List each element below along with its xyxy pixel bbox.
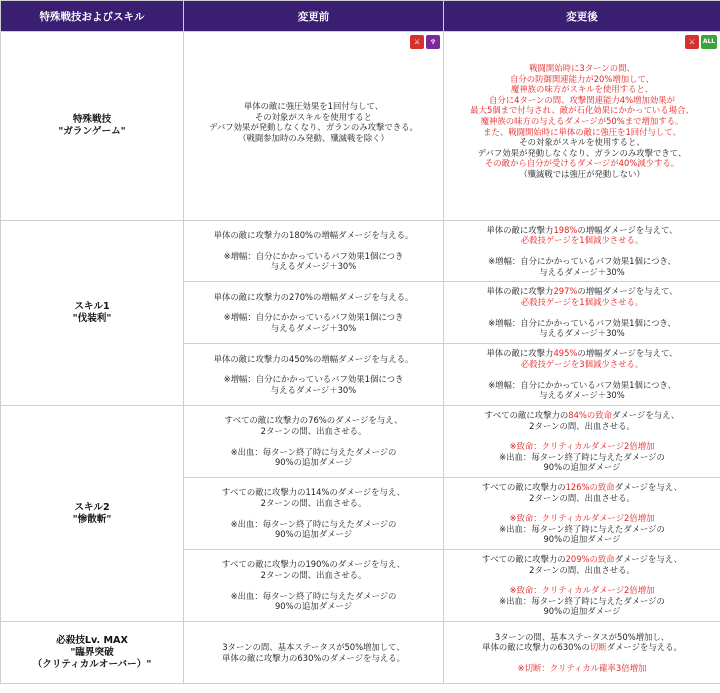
skill1-note: ※増幅：自分にかかっているバフ効果1個につき [223,374,404,385]
ultimate-after-cell [444,622,720,684]
skill2-bleed-note: ※出血：毎ターン終了時に与えたダメージの [230,446,397,457]
skill2-crit-note: ※致命：クリティカルダメージ2倍増加 [509,513,655,524]
skill2-bleed-note: ※出血：毎ターン終了時に与えたダメージの [499,523,665,534]
skill2-after-text: すべての敵に攻撃力の84%の致命ダメージを与え、 [484,410,680,421]
skill2-after-text: すべての敵に攻撃力の209%の致命ダメージを与え、 [481,554,682,565]
skill2-bleed-note: ※出血：毎ターン終了時に与えたダメージの [499,595,665,606]
all-icon: ALL [701,35,717,49]
sword-icon: ⚔ [685,35,699,49]
skill1-before-cell [184,221,444,282]
skill1-note: 与えるダメージ＋30% [539,266,625,277]
skill2-name-cell [1,406,184,622]
special-name-label: 特殊戦技 [72,114,112,125]
ultimate-name-label: 必殺技Lv. MAX [56,634,128,646]
special-after-line: 最大5個まで付与され、敵が石化効果にかかっている場合、 [470,105,694,116]
skill2-before-text: 2ターンの間、出血させる。 [260,569,367,580]
skill2-bleed-note: ※出血：毎ターン終了時に与えたダメージの [230,518,397,529]
skill2-bleed-note: 90%の追加ダメージ [274,601,353,612]
special-after-line: 魔神族の味方がスキルを使用すると、 [510,84,654,95]
skill2-bleed-note: 90%の追加ダメージ [543,606,621,617]
skill1-name-label: スキル1 [74,301,110,312]
skill1-note: 与えるダメージ＋30% [270,384,357,395]
skill2-after-cell [444,550,720,622]
skill2-bleed-note: 90%の追加ダメージ [543,462,621,473]
special-after-line: 魔神族の味方の与えるダメージが50%まで増加する。 [480,115,684,126]
special-before-cell [184,32,444,221]
header-before: 変更前 [184,1,444,32]
special-after-line: その敵から自分が受けるダメージが40%減少する。 [484,158,680,169]
skill1-note: 与えるダメージ＋30% [270,261,357,272]
skill1-before-text: 単体の敵に攻撃力の450%の増幅ダメージを与える。 [213,353,414,364]
special-after-line: 自分の防御関連能力が20%増加して、 [509,73,655,84]
table-row [1,221,720,282]
special-before-line: デバフ効果が発動しなくなり、ガランのみ攻撃できる。 [209,122,418,133]
special-before-line: （戦闘参加時のみ発動、殲滅戦を除く） [238,132,389,143]
skill1-note: ※増幅：自分にかかっているバフ効果1個につき [223,250,404,261]
ultimate-name-subtitle: （クリティカルオーバー）" [32,658,152,670]
skill1-before-cell [184,344,444,406]
skill1-name-cell [1,221,184,406]
skill1-after-text: 単体の敵に攻撃力198%の増幅ダメージを与えて、 [486,224,678,235]
ultimate-name-title: "臨界突破 [70,646,114,658]
skill1-name-title: "伐装利" [72,313,112,324]
skill2-name-title: "惨散斬" [72,513,112,525]
skill1-note: ※増幅：自分にかかっているバフ効果1個につき、 [488,317,676,328]
skill2-bleed-note: 90%の追加ダメージ [274,529,353,540]
skill1-note: 与えるダメージ＋30% [539,328,625,339]
skill2-before-cell [184,406,444,478]
ultimate-before-text: 3ターンの間、基本ステータスが50%増加して、 [222,641,405,652]
table-row [1,622,720,684]
skill2-before-text: すべての敵に攻撃力の114%のダメージを与え、 [221,487,406,498]
skill1-before-cell [184,282,444,344]
skill2-name-label: スキル2 [74,501,110,513]
special-after-note: （殲滅戦では強圧が発動しない） [519,168,645,179]
table-row [1,32,720,221]
skill2-before-text: すべての敵に攻撃力の76%のダメージを与え、 [224,415,403,426]
special-before-line: その対象がスキルを使用すると [254,111,373,122]
ultimate-cut-note: ※切断：クリティカル確率3倍増加 [517,662,647,673]
demon-icon: ♆ [426,35,440,49]
skill2-before-cell [184,550,444,622]
skill1-after-gauge: 必殺技ゲージを1個減少させる。 [520,296,644,307]
skill1-after-text: 単体の敵に攻撃力297%の増幅ダメージを与えて、 [486,286,678,297]
skill2-bleed-note: ※出血：毎ターン終了時に与えたダメージの [499,451,665,462]
skill1-after-gauge: 必殺技ゲージを3個減少させる。 [520,358,644,369]
skill1-note: 与えるダメージ＋30% [539,390,625,401]
skill1-before-text: 単体の敵に攻撃力の270%の増幅ダメージを与える。 [213,291,414,302]
skill1-after-cell [444,344,720,406]
skill1-after-text: 単体の敵に攻撃力495%の増幅ダメージを与えて、 [486,348,678,359]
skill2-before-text: 2ターンの間、出血させる。 [260,425,367,436]
table-header-row [1,1,720,32]
skill1-after-gauge: 必殺技ゲージを1個減少させる。 [520,235,644,246]
skill2-before-text: すべての敵に攻撃力の190%のダメージを与え、 [221,559,406,570]
ultimate-before-text: 単体の敵に攻撃力の630%のダメージを与える。 [222,652,405,663]
special-before-line: 単体の敵に強圧効果を1回付与して、 [243,101,384,111]
header-after: 変更後 [444,1,720,32]
skill2-after-cell [444,478,720,550]
skill2-bleed-note: ※出血：毎ターン終了時に与えたダメージの [230,590,397,601]
special-name-title: "ガランゲーム" [58,126,126,137]
before-icons [187,32,440,53]
skill1-note: ※増幅：自分にかかっているバフ効果1個につき、 [488,379,676,390]
skill1-before-text: 単体の敵に攻撃力の180%の増幅ダメージを与える。 [213,230,414,241]
skill1-note: ※増幅：自分にかかっているバフ効果1個につき [223,312,404,323]
skill1-after-cell [444,282,720,344]
skill2-before-text: 2ターンの間、出血させる。 [260,497,367,508]
ultimate-before-cell [184,622,444,684]
skill1-after-cell [444,221,720,282]
skill2-after-text: 2ターンの間、出血させる。 [529,492,635,503]
skill2-crit-note: ※致命：クリティカルダメージ2倍増加 [509,441,655,452]
skill2-after-text: すべての敵に攻撃力の126%の致命ダメージを与え、 [481,482,682,493]
special-after-line: デバフ効果が発動しなくなり、ガランのみ攻撃できて、 [477,147,687,158]
special-after-line: 戦闘開始時に3ターンの間、 [529,63,635,73]
skill2-crit-note: ※致命：クリティカルダメージ2倍増加 [509,585,655,596]
skill2-after-text: 2ターンの間、出血させる。 [529,420,635,431]
skill2-bleed-note: 90%の追加ダメージ [274,457,353,468]
sword-icon: ⚔ [410,35,424,49]
special-after-line: その対象がスキルを使用すると、 [519,137,645,148]
skill2-after-cell [444,406,720,478]
special-after-cell [444,32,720,221]
skill1-note: 与えるダメージ＋30% [270,322,357,333]
skill2-after-text: 2ターンの間、出血させる。 [529,564,635,575]
after-icons [447,32,717,53]
table-row [1,406,720,478]
special-after-line: また、戦闘開始時に単体の敵に強圧を1回付与して、 [483,126,681,137]
ultimate-after-text: 3ターンの間、基本ステータスが50%増加し、 [494,631,670,642]
ultimate-name-cell [1,622,184,684]
skill1-note: ※増幅：自分にかかっているバフ効果1個につき、 [488,256,676,266]
special-after-line: 自分に4ターンの間、攻撃関連能力4%増加効果が [489,94,675,105]
header-skill: 特殊戦技およびスキル [1,1,184,32]
skill2-before-cell [184,478,444,550]
ultimate-after-text: 単体の敵に攻撃力の630%の切断ダメージを与える。 [482,642,682,653]
skill2-bleed-note: 90%の追加ダメージ [543,534,621,545]
special-name-cell [1,32,184,221]
